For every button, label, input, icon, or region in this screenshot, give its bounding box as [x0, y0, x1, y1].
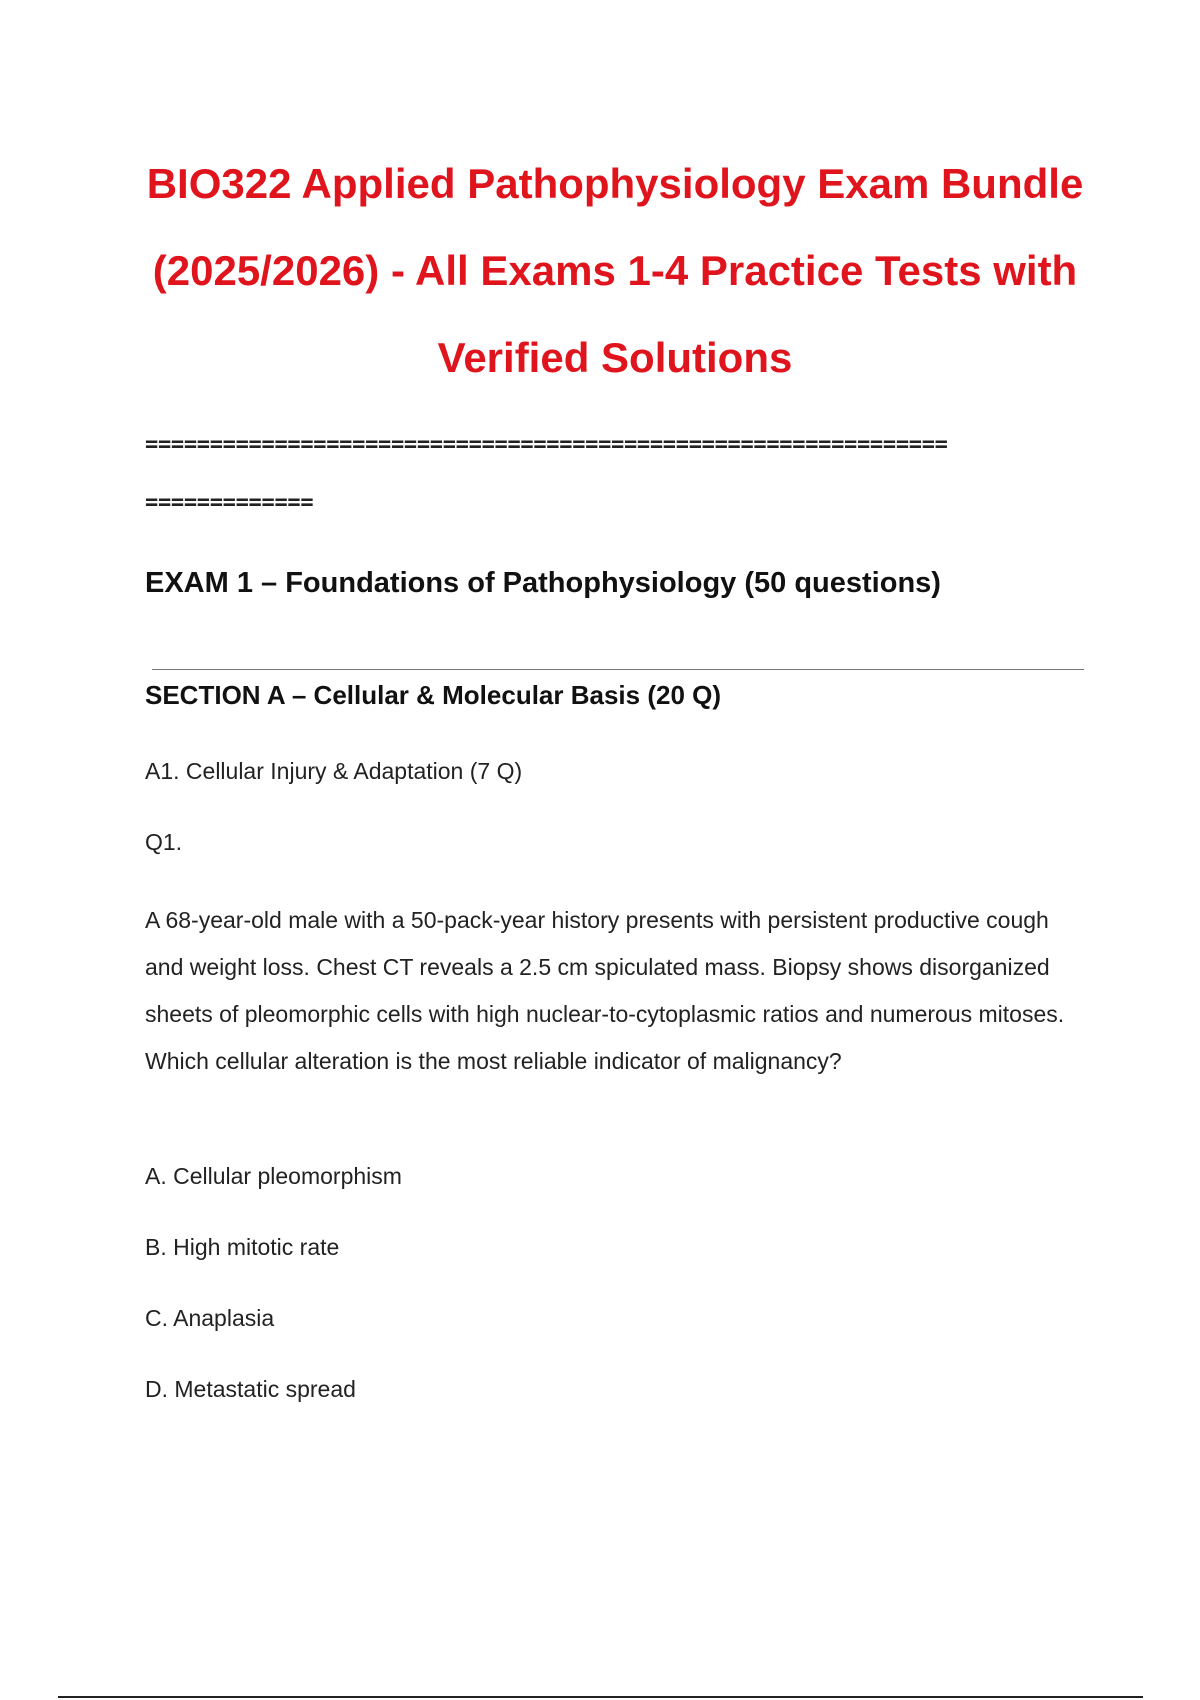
- section-heading: SECTION A – Cellular & Molecular Basis (20 Q): [145, 680, 722, 710]
- document-title: BIO322 Applied Pathophysiology Exam Bundle (2025/2026) - All Exams 1-4 Practice Tests with Verified Solutions: [146, 160, 1084, 381]
- answer-option-d: D. Metastatic spread: [145, 1376, 356, 1402]
- separator-line: ==============================================================: [145, 432, 948, 457]
- answer-option-b: B. High mitotic rate: [145, 1234, 340, 1260]
- separator-line-continuation: =============: [145, 490, 314, 515]
- horizontal-divider: [152, 669, 1084, 670]
- answer-option-a: A. Cellular pleomorphism: [145, 1163, 402, 1189]
- answer-option-c: C. Anaplasia: [145, 1305, 275, 1331]
- subsection-heading: A1. Cellular Injury & Adaptation (7 Q): [145, 758, 523, 784]
- question-stem: A 68-year-old male with a 50-pack-year history presents with persistent productive cough and weight loss. Chest CT reveals a 2.5 cm spiculated mass. Biopsy shows disorganized sheets of pleomorphic cells with high nuclear-to-cytoplasmic ratios and numerous mitoses. Which cellular alteration is the most reliable indicator of malignancy?: [145, 907, 1065, 1074]
- question-number: Q1.: [145, 829, 183, 855]
- answer-options: [145, 1155, 402, 1439]
- page-bottom-rule: [58, 1696, 1143, 1698]
- exam-heading: EXAM 1 – Foundations of Pathophysiology (50 questions): [145, 567, 941, 599]
